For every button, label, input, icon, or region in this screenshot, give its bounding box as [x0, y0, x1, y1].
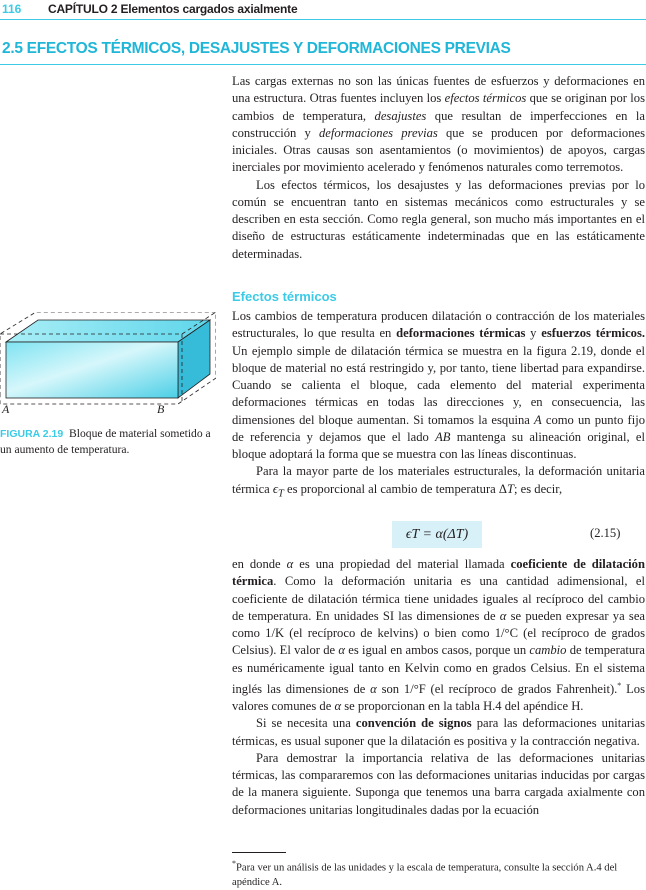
footnote: *Para ver un análisis de las unidades y la escala de temperatura, consulte la sección A.4 del apéndice A.: [232, 859, 618, 888]
section-title: 2.5 EFECTOS TÉRMICOS, DESAJUSTES Y DEFORMACIONES PREVIAS: [2, 40, 511, 57]
caption-number: FIGURA 2.19: [0, 428, 64, 440]
block-top-face: [6, 320, 210, 342]
heated-block-figure: [0, 312, 216, 412]
paragraph: en donde α es una propiedad del material llamada coeficiente de dilatación térmica. Como la deformación unitaria es una cantidad adimensional, el coeficiente de dilatación térmica tiene unidades iguales al recíproco del cambio de temperatura. En unidades SI las dimensiones de α se pueden expresar ya sea como 1/K (el recíproco de kelvins) o bien como 1/°C (el recíproco de grados Celsius). El valor de α es igual en ambos casos, porque un cambio de temperatura es numéricamente igual tanto en Kelvin como en grados Celsius. En el sistema inglés las dimensiones de α son 1/°F (el recíproco de grados Fahrenheit).* Los valores comunes de α se proporcionan en la tabla H.4 del apéndice H.: [232, 557, 645, 714]
paragraph: Si se necesita una convención de signos para las deformaciones unitarias térmicas, es usual suponer que la dilatación es positiva y la contracción negativa.: [232, 716, 646, 748]
equation-number: (2.15): [590, 526, 621, 540]
paragraph: Los efectos térmicos, los desajustes y las deformaciones previas por lo común se encuentran tanto en sistemas mecánicos como estructurales y se describen en esta sección. Como regla general, son mucho más importantes en el diseño de estructuras estáticamente indeterminadas que en las estáticamente determinadas.: [232, 177, 645, 261]
corner-a-label: A: [2, 402, 10, 416]
figure-caption: [0, 426, 220, 457]
intro-text: [232, 73, 645, 263]
alpha-text: [232, 556, 645, 819]
page-number: 116: [2, 2, 22, 16]
paragraph: Los cambios de temperatura producen dilatación o contracción de los materiales estructurales, lo que resulta en deformaciones térmicas y esfuerzos térmicos. Un ejemplo simple de dilatación térmica se muestra en la figura 2.19, donde el bloque de material no está restringido y, por tanto, tiene libertad para expandirse. Cuando se calienta el bloque, cada elemento del material experimenta deformaciones térmicas en todas las direcciones y, en consecuencia, las dimensiones del bloque aumentan. Si tomamos la esquina A como un punto fijo de referencia y dejamos que el lado AB mantenga su alineación original, el bloque adoptará la forma que se muestra con las líneas discontinuas.: [232, 309, 646, 461]
equation: ϵT = α(ΔT): [392, 521, 482, 548]
subheading: Efectos térmicos: [232, 289, 337, 304]
paragraph: Para la mayor parte de los materiales estructurales, la deformación unitaria térmica $\epsilon_T$ es proporcional al cambio de temperatura ΔT; es decir,: [232, 464, 645, 500]
section-rule: [0, 64, 646, 65]
caption-text: Bloque de material sometido a un aumento de temperatura.: [0, 427, 211, 456]
footnote-rule: [232, 852, 286, 853]
paragraph: Para demostrar la importancia relativa de las deformaciones unitarias térmicas, las compararemos con las deformaciones unitarias inducidas por cargas de la manera siguiente. Suponga que tenemos una barra cargada axialmente con deformaciones unitarias longitudinales dadas por la ecuación: [232, 750, 645, 817]
chapter-title: CAPÍTULO 2 Elementos cargados axialmente: [48, 2, 298, 16]
thermal-text: [232, 308, 645, 502]
corner-b-label: B: [157, 402, 165, 416]
paragraph: Las cargas externas no son las únicas fuentes de esfuerzos y deformaciones en una estructura. Otras fuentes incluyen los efectos térmicos que se originan por los cambios de temperatura, desajustes que resultan de imperfecciones en la construcción y deformaciones previas que se producen por deformaciones iniciales. Otras causas son asentamientos (o movimientos) de apoyos, cargas inerciales por movimiento acelerado y fenómenos naturales como terremotos.: [232, 74, 645, 175]
footnote-text: Para ver un análisis de las unidades y la escala de temperatura, consulte la sección A.4 del apéndice A.: [232, 862, 618, 888]
block-front-face: [6, 342, 178, 398]
header-rule: [0, 19, 646, 20]
